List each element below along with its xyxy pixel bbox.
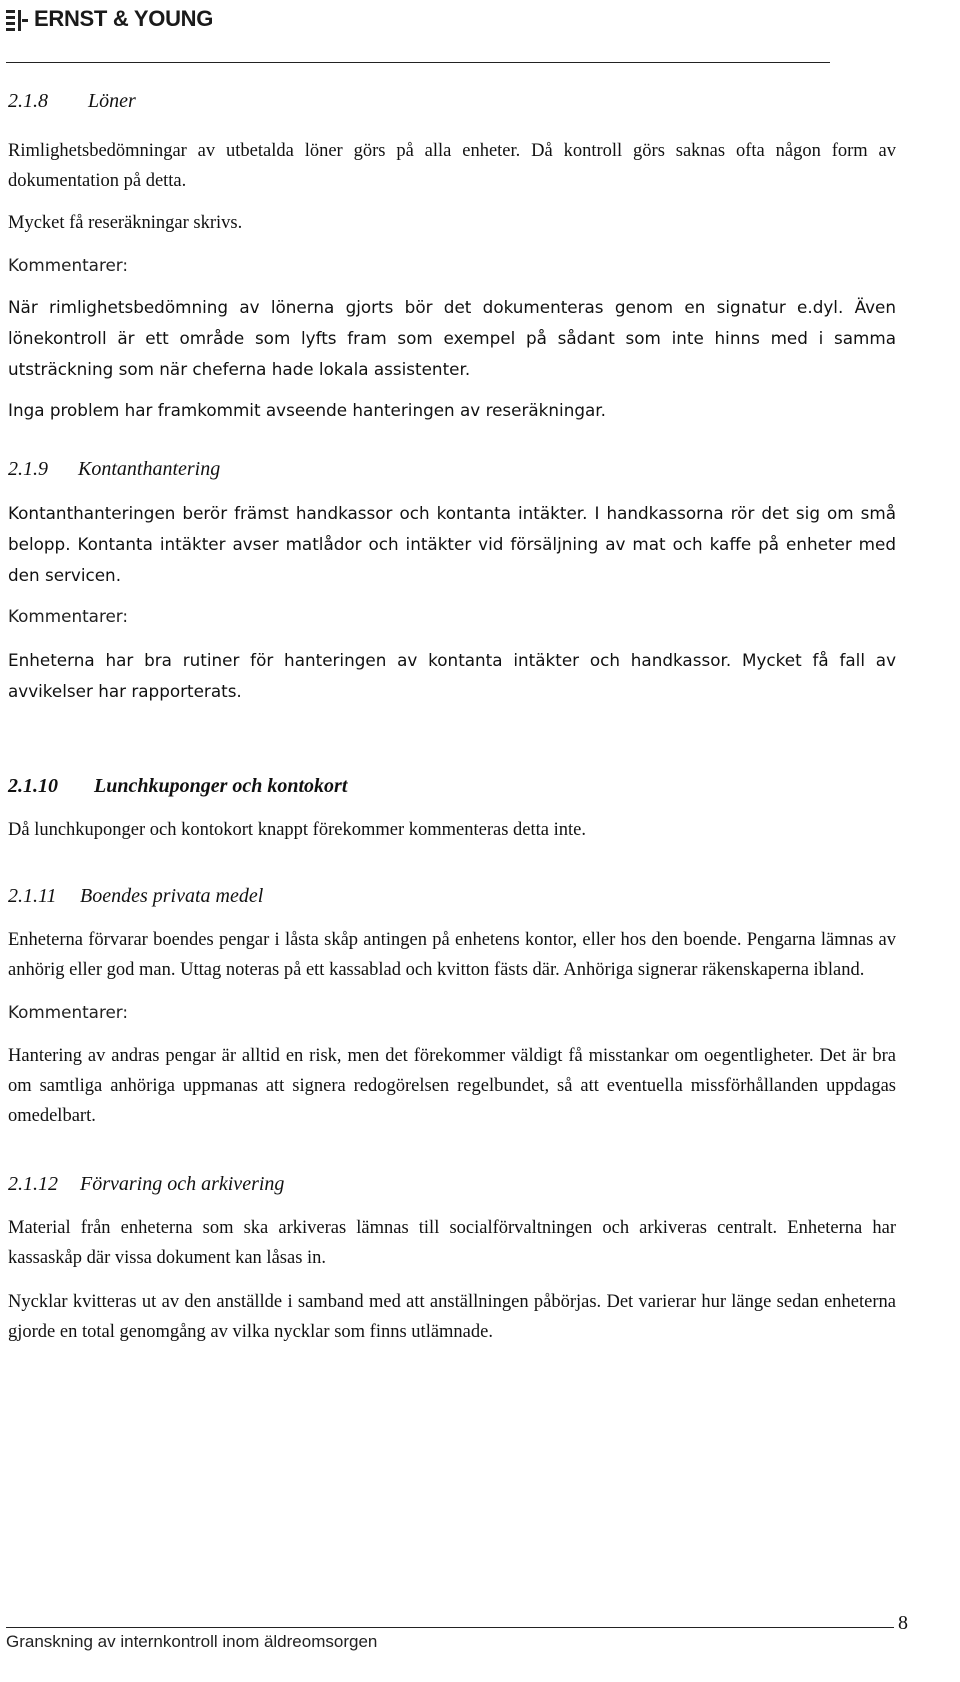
text-span: Även lönekontroll är ett område som lyfts fram som exempel på sådant som inte hinns med i samma utsträckning som när cheferna hade lokala assistenter. — [8, 297, 896, 379]
paragraph: Då lunchkuponger och kontokort knappt förekommer kommenteras detta inte. — [8, 820, 586, 840]
paragraph: Material från enheterna som ska arkiveras lämnas till socialförvaltningen och arkiveras centralt. Enheterna har kassaskåp där vissa dokument kan låsas in. — [8, 1218, 896, 1268]
page-number: 8 — [898, 1612, 908, 1634]
heading-2-1-11 — [8, 881, 896, 911]
heading-2-1-8 — [8, 86, 896, 116]
heading-2-1-12 — [8, 1169, 896, 1199]
paragraph: Mycket få reseräkningar skrivs. — [8, 213, 243, 233]
text-span: Kontanta intäkter avser matlådor och intäkter vid försäljning av mat och kaffe på enheter med den servicen. — [8, 534, 896, 585]
heading-2-1-10 — [8, 771, 896, 801]
paragraph: Rimlighetsbedömningar av utbetalda löner görs på alla enheter. Då kontroll görs saknas ofta någon form av dokumentation på detta. — [8, 141, 896, 191]
paragraph: Hantering av andras pengar är alltid en risk, men det förekommer väldigt få misstankar om oegentligheter. Det är bra om samtliga anhöriga uppmanas att signera redogörelsen regelbundet, så att eventuella missförhållanden uppdagas omedelbart. — [8, 1046, 896, 1126]
section-number: 2.1.10 — [8, 775, 58, 797]
comments-label: Kommentarer: — [8, 1002, 129, 1022]
paragraph: Inga problem har framkommit avseende hanteringen av reseräkningar. — [8, 400, 606, 420]
paragraph: Enheterna förvarar boendes pengar i låsta skåp antingen på enhetens kontor, eller hos den boende. Pengarna lämnas av anhörig eller god man. Uttag noteras på ett kassablad och kvitton fästs där. Anhöriga signerar räkenskaperna ibland. — [8, 930, 896, 980]
section-title: Kontanthantering — [78, 458, 221, 480]
header-rule — [6, 62, 830, 63]
section-number: 2.1.11 — [8, 885, 57, 907]
footer-rule — [6, 1627, 894, 1628]
paragraph: Nycklar kvitteras ut av den anställde i samband med att anställningen påbörjas. Det varierar hur länge sedan enheterna gjorde en total genomgång av vilka nycklar som finns utlämnade. — [8, 1292, 896, 1342]
footer-text: Granskning av internkontroll inom äldreomsorgen — [6, 1632, 378, 1651]
section-title: Löner — [88, 90, 136, 112]
text-span: Kontanthanteringen berör främst handkassor och kontanta intäkter. — [8, 503, 588, 523]
text-span: Enheterna har bra rutiner för hanteringen av kontanta intäkter och handkassor. — [8, 650, 732, 670]
paragraph — [8, 292, 896, 385]
section-title: Förvaring och arkivering — [80, 1173, 285, 1195]
text-span: I handkassorna rör det sig om små belopp. — [8, 503, 896, 554]
text-span: Mycket få fall av avvikelser har rapporterats. — [8, 650, 897, 701]
paragraph — [8, 645, 896, 707]
section-number: 2.1.8 — [8, 90, 48, 112]
section-title: Lunchkuponger och kontokort — [94, 775, 348, 797]
paragraph — [8, 498, 896, 591]
document-body — [8, 86, 896, 1347]
text-span: När rimlighetsbedömning av lönerna gjorts bör det dokumenteras genom en signatur e.dyl. — [8, 297, 844, 317]
heading-2-1-9 — [8, 454, 896, 484]
section-title: Boendes privata medel — [80, 885, 264, 907]
ey-stripes-icon — [6, 8, 28, 30]
comments-label: Kommentarer: — [8, 255, 129, 275]
logo-text: ERNST & YOUNG — [34, 6, 214, 31]
comments-label: Kommentarer: — [8, 606, 129, 626]
logo — [6, 6, 213, 32]
section-number: 2.1.12 — [8, 1173, 58, 1195]
section-number: 2.1.9 — [8, 458, 48, 480]
